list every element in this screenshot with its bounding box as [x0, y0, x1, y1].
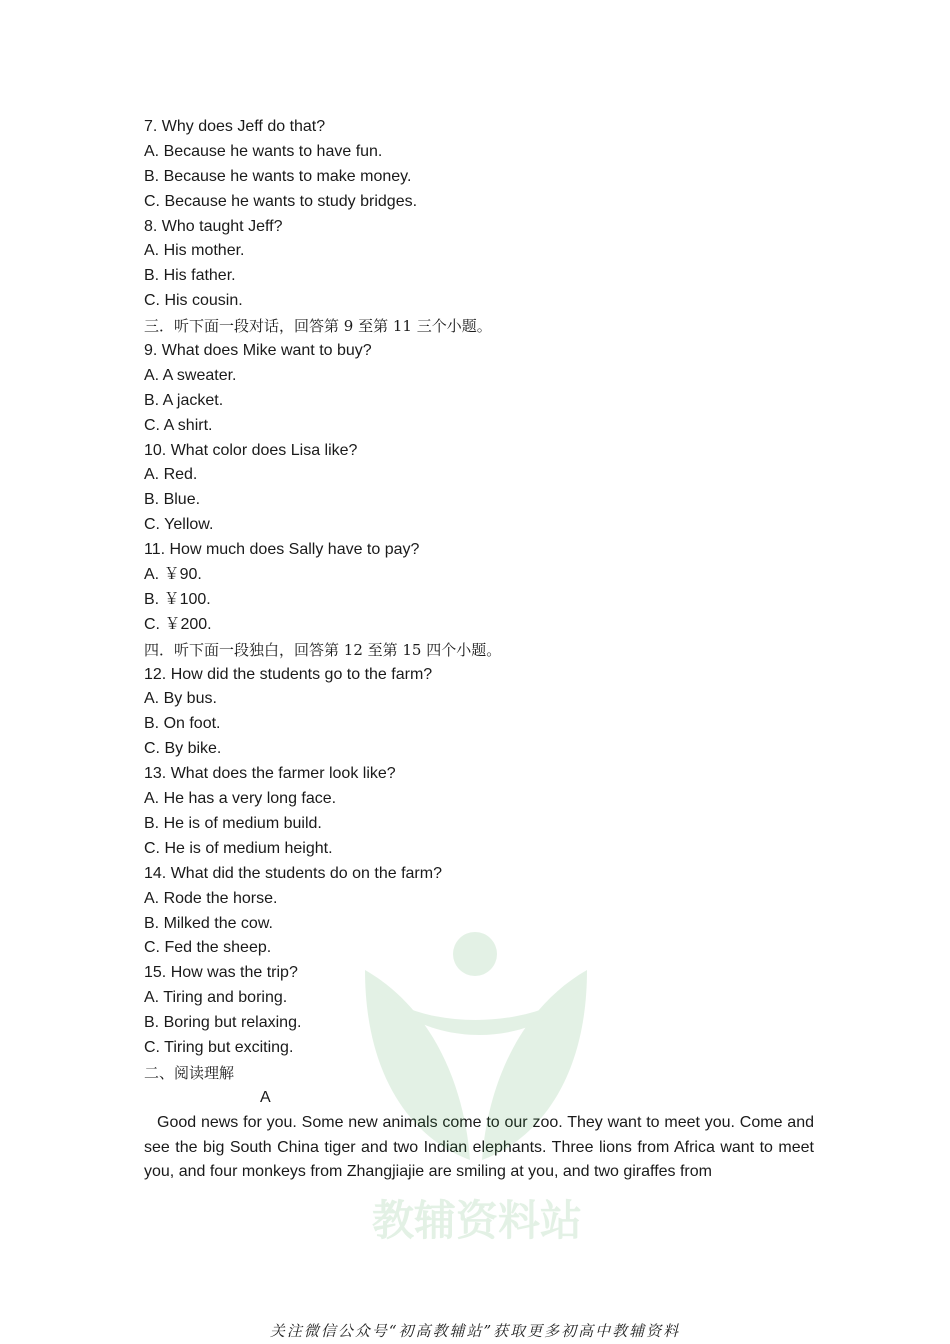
q13-option-a: A. He has a very long face. — [144, 790, 337, 808]
footer-note: 关注微信公众号“初高教辅站”获取更多初高中教辅资料 — [269, 1322, 681, 1340]
passage-label: A — [260, 1088, 271, 1106]
q15-option-a: A. Tiring and boring. — [144, 989, 288, 1007]
q10-option-c: C. Yellow. — [144, 516, 214, 534]
q7-option-c: C. Because he wants to study bridges. — [144, 192, 418, 210]
q14-option-b: B. Milked the cow. — [144, 914, 273, 932]
section-4-instruction: 四．听下面一段独白，回答第 12 至第 15 四个小题。 — [144, 640, 502, 659]
q11-option-a: A. ￥90. — [144, 566, 202, 584]
q11-option-b: B. ￥100. — [144, 590, 211, 608]
q9-option-a: A. A sweater. — [144, 366, 237, 384]
document-body — [144, 115, 814, 1185]
q10: 10. What color does Lisa like? — [144, 441, 358, 459]
q11: 11. How much does Sally have to pay? — [144, 541, 420, 559]
q7-option-a: A. Because he wants to have fun. — [144, 142, 383, 160]
passage-paragraph: Good news for you. Some new animals come to our zoo. They want to meet you. Come and see the big South China tiger and two Indian elephants. Three lions from Africa want to meet you, and four monkeys from Zhangjiajie are smiling at you, and two giraffes from — [144, 1113, 814, 1181]
q13-option-b: B. He is of medium build. — [144, 814, 322, 832]
q13-option-c: C. He is of medium height. — [144, 839, 333, 857]
q14-option-a: A. Rode the horse. — [144, 889, 278, 907]
q8-option-a: A. His mother. — [144, 242, 245, 260]
watermark-text: 教辅资料站 — [371, 1196, 583, 1245]
q11-option-c: C. ￥200. — [144, 615, 212, 633]
q7: 7. Why does Jeff do that? — [144, 118, 326, 135]
q14-option-c: C. Fed the sheep. — [144, 939, 272, 957]
q10-option-b: B. Blue. — [144, 491, 201, 509]
q12-option-a: A. By bus. — [144, 690, 217, 708]
q15-option-b: B. Boring but relaxing. — [144, 1014, 302, 1032]
q9-option-b: B. A jacket. — [144, 391, 224, 409]
q12-option-b: B. On foot. — [144, 715, 221, 733]
q15: 15. How was the trip? — [144, 964, 298, 982]
q8-option-c: C. His cousin. — [144, 292, 243, 310]
q9-option-c: C. A shirt. — [144, 416, 213, 434]
q14: 14. What did the students do on the farm? — [144, 864, 442, 882]
section-3-instruction: 三．听下面一段对话，回答第 9 至第 11 三个小题。 — [144, 317, 492, 336]
reading-section-heading: 二、阅读理解 — [144, 1063, 235, 1082]
q8-option-b: B. His father. — [144, 267, 236, 285]
q9: 9. What does Mike want to buy? — [144, 342, 372, 360]
q10-option-a: A. Red. — [144, 466, 198, 484]
q7-option-b: B. Because he wants to make money. — [144, 167, 412, 185]
q12: 12. How did the students go to the farm? — [144, 665, 433, 683]
q12-option-c: C. By bike. — [144, 740, 222, 758]
q15-option-c: C. Tiring but exciting. — [144, 1038, 294, 1056]
q13: 13. What does the farmer look like? — [144, 765, 396, 783]
q8: 8. Who taught Jeff? — [144, 217, 283, 235]
